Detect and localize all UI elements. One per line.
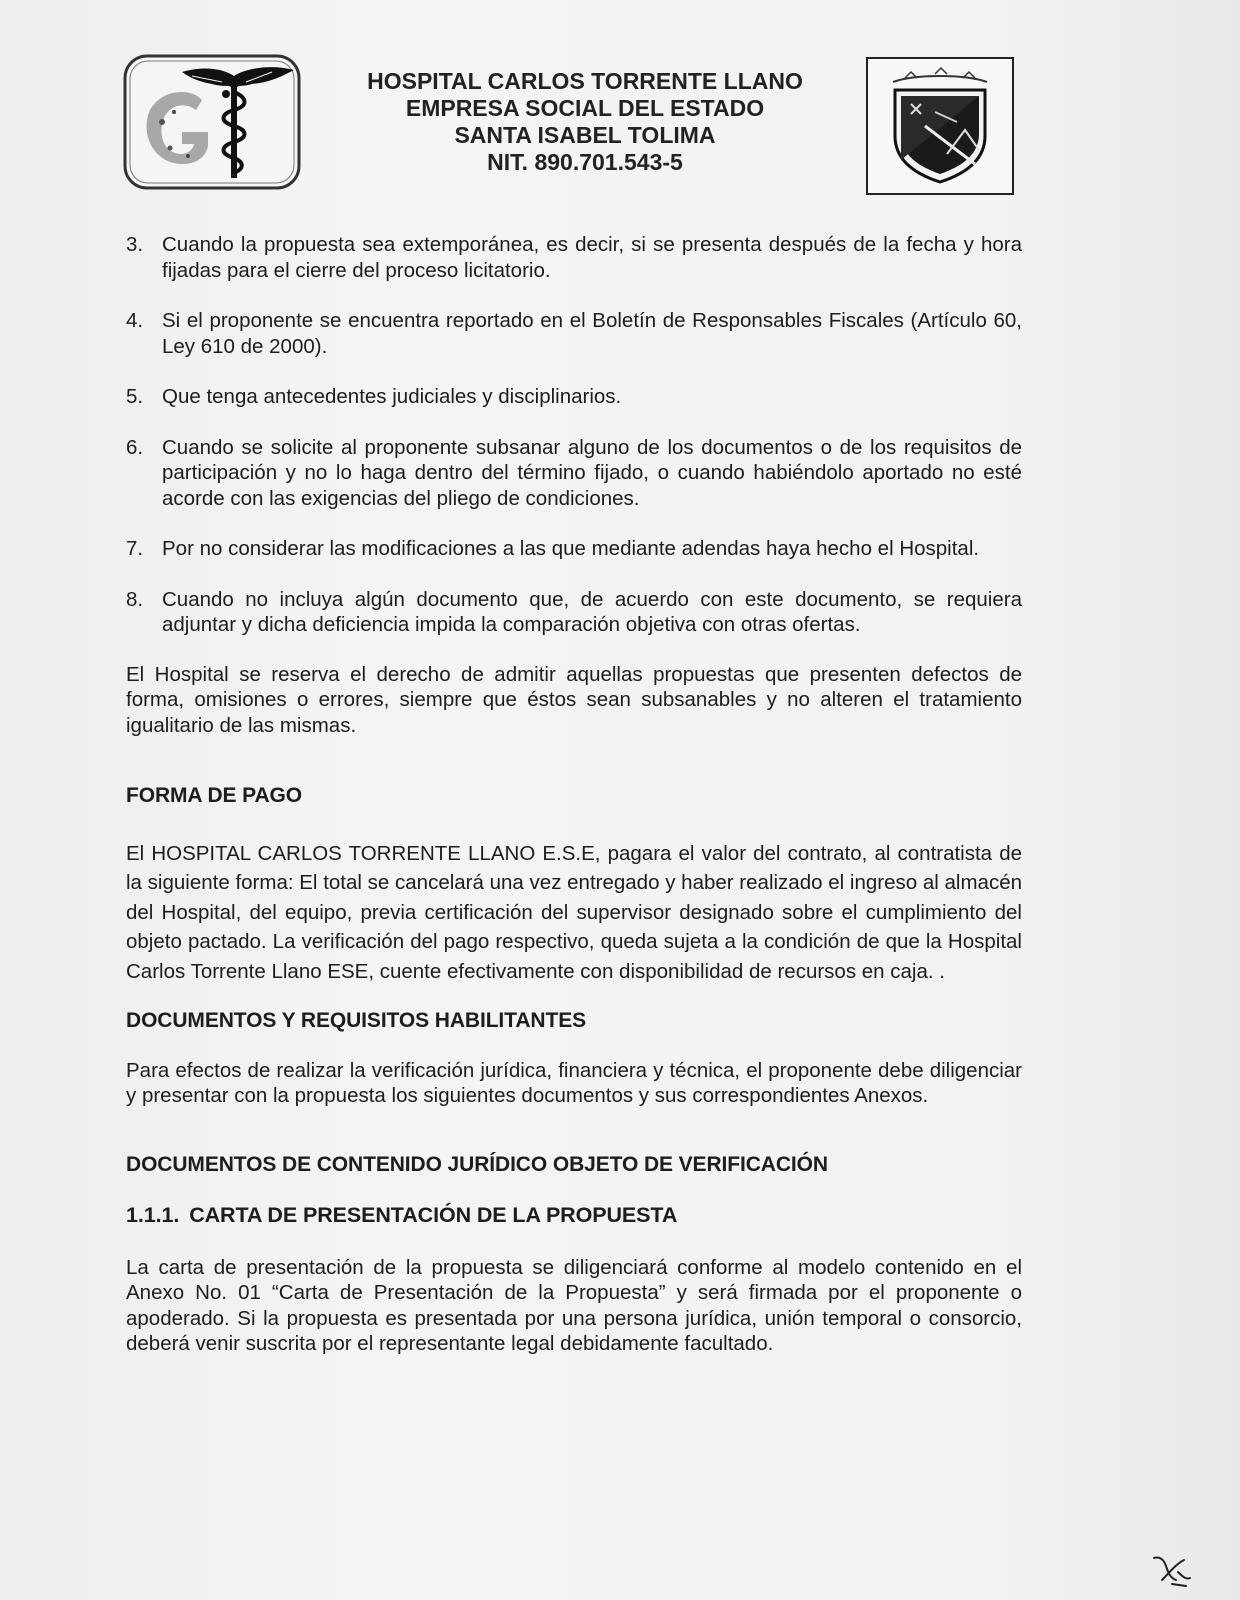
list-item: 5. Que tenga antecedentes judiciales y disciplinarios. (126, 385, 622, 408)
reserve-paragraph: El Hospital se reserva el derecho de admitir aquellas propuestas que presenten defectos de forma, omisiones o errores, siempre que éstos sean subsanables y no alteren el tratamiento igualitario de las mismas. (126, 662, 1022, 737)
hospital-logo-icon (122, 52, 304, 192)
list-item: 4. Si el proponente se encuentra reportado en el Boletín de Responsables Fiscales (Artículo 60, Ley 610 de 2000). (126, 309, 1022, 358)
contenido-juridico-heading: DOCUMENTOS DE CONTENIDO JURÍDICO OBJETO DE VERIFICACIÓN (126, 1152, 828, 1176)
carta-presentacion-heading (126, 1203, 1022, 1229)
list-item: 7. Por no considerar las modificaciones a las que mediante adendas haya hecho el Hospital. (126, 537, 980, 560)
list-item: 8. Cuando no incluya algún documento que, de acuerdo con este documento, se requiera adjuntar y dicha deficiencia impida la comparación objetiva con otras ofertas. (126, 587, 1022, 636)
list-item: 6. Cuando se solicite al proponente subsanar alguno de los documentos o de los requisitos de participación y no lo haga dentro del término fijado, o cuando habiéndolo aportado no esté acorde con las exigencias del pliego de condiciones. (126, 435, 1022, 510)
coat-of-arms-icon (865, 56, 1015, 196)
section-number: 1.1.1. (126, 1203, 180, 1227)
list-item: 3. Cuando la propuesta sea extemporánea, es decir, si se presenta después de la fecha y hora fijadas para el cierre del proceso licitatorio. (126, 233, 1022, 282)
documentos-heading: DOCUMENTOS Y REQUISITOS HABILITANTES (126, 1009, 587, 1032)
handwritten-initials-icon (1152, 1550, 1192, 1590)
forma-de-pago-paragraph: El HOSPITAL CARLOS TORRENTE LLANO E.S.E, pagara el valor del contrato, al contratista de la siguiente forma: El total se cancelará una vez entregado y haber realizado el ingreso al almacén del Hospital, del equipo, previa certificación del supervisor designado sobre el cumplimiento del objeto pactado. La verificación del pago respectivo, queda sujeta a la condición de que la Hospital Carlos Torrente Llano ESE, cuente efectivamente con disponibilidad de recursos en caja. . (126, 841, 1022, 983)
institution-nit: NIT. 890.701.543-5 (487, 149, 683, 175)
institution-type: EMPRESA SOCIAL DEL ESTADO (405, 95, 765, 121)
carta-presentacion-paragraph: La carta de presentación de la propuesta se diligenciará conforme al modelo contenido en el Anexo No. 01 “Carta de Presentación de la Propuesta” y será firmada por el proponente o apoderado. Si la propuesta es presentada por una persona jurídica, unión temporal o consorcio, deberá venir suscrita por el representante legal debidamente facultado. (126, 1255, 1022, 1355)
institution-name: HOSPITAL CARLOS TORRENTE LLANO (367, 68, 803, 94)
institution-location: SANTA ISABEL TOLIMA (454, 122, 716, 148)
section-title: CARTA DE PRESENTACIÓN DE LA PROPUESTA (189, 1203, 678, 1227)
forma-de-pago-heading: FORMA DE PAGO (126, 784, 303, 807)
documentos-paragraph: Para efectos de realizar la verificación jurídica, financiera y técnica, el proponente debe diligenciar y presentar con la propuesta los siguientes documentos y sus correspondientes Anexos. (126, 1058, 1022, 1107)
letterhead (120, 50, 1020, 200)
rejection-conditions-list (126, 232, 1022, 638)
document-body (126, 232, 1022, 1357)
institution-header (315, 68, 855, 176)
